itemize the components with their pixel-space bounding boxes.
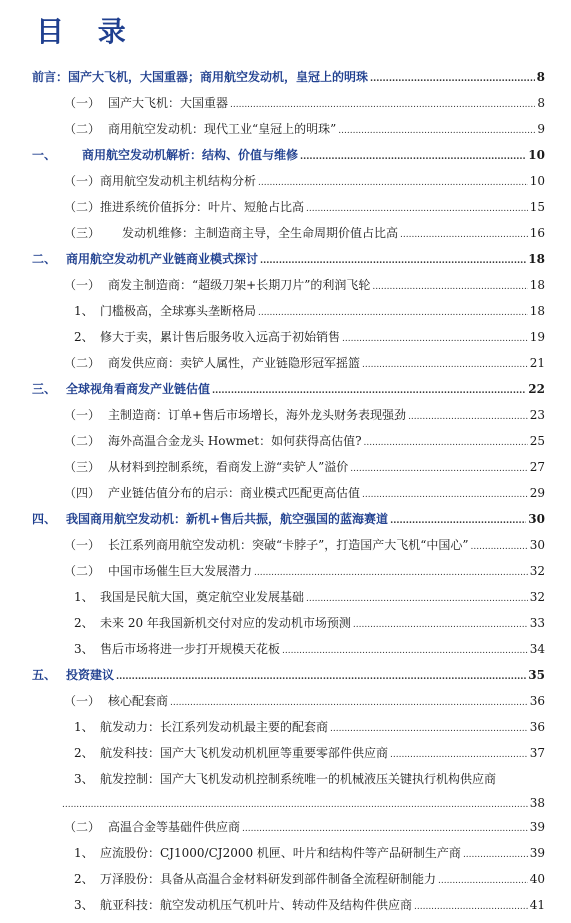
toc-page-number: 34	[529, 642, 545, 656]
toc-entry-title: 从材料到控制系统，看商发上游“卖铲人”溢价	[108, 460, 349, 474]
toc-leader-dots	[258, 170, 528, 196]
toc-page-number: 27	[529, 460, 545, 474]
toc-page-number: 37	[529, 746, 545, 760]
toc-leader-dots	[390, 508, 526, 534]
toc-entry-title: 航发科技：国产大飞机发动机机匣等重要零部件供应商	[100, 746, 389, 760]
toc-chapter[interactable]	[0, 376, 571, 402]
toc-entry-number: （二）	[64, 356, 101, 370]
toc-entry-title: 我国是民航大国，奠定航空业发展基础	[100, 590, 305, 604]
toc-entry[interactable]	[0, 454, 571, 480]
toc-entry-number: 四、	[32, 512, 57, 526]
toc-entry-number: 1、	[74, 590, 94, 604]
toc-entry[interactable]	[0, 714, 571, 740]
toc-page-number: 40	[529, 872, 545, 886]
toc-entry-title: 核心配套商	[108, 694, 169, 708]
page-title: 目 录	[36, 15, 138, 48]
toc-leader-dots	[330, 716, 528, 742]
toc-entry-title: 航发控制：国产大飞机发动机控制系统唯一的机械液压关键执行机构供应商	[100, 772, 497, 786]
toc-entry[interactable]	[0, 866, 571, 892]
toc-entry-title: 前言：国产大飞机，大国重器；商用航空发动机，皇冠上的明珠	[32, 70, 369, 84]
toc-entry-number: 2、	[74, 872, 94, 886]
toc-leader-dots	[62, 794, 528, 816]
toc-page-number: 30	[529, 538, 545, 552]
toc-entry-number: 2、	[74, 616, 94, 630]
toc-page-number: 19	[529, 330, 545, 344]
toc-leader-dots	[242, 816, 528, 842]
toc-entry-number: 1、	[74, 846, 94, 860]
toc-entry-title: 商发主制造商：“超级刀架+长期刀片”的利润飞轮	[108, 278, 371, 292]
toc-page-number: 9	[537, 122, 545, 136]
toc-leader-dots	[230, 92, 535, 118]
toc-page-number: 38	[529, 796, 545, 810]
toc-chapter[interactable]	[0, 142, 571, 168]
toc-entry-number: （二）	[64, 200, 101, 214]
toc-entry[interactable]	[0, 840, 571, 866]
toc-entry-title: 商用航空发动机产业链商业模式探讨	[66, 252, 259, 266]
toc-entry-title: 长江系列商用航空发动机：突破“卡脖子”，打造国产大飞机“中国心”	[108, 538, 469, 552]
toc-leader-dots	[471, 534, 528, 560]
toc-page-number: 10	[529, 174, 545, 188]
toc-page-number: 41	[529, 898, 545, 912]
toc-chapter[interactable]	[0, 662, 571, 688]
toc-leader-dots	[400, 222, 528, 248]
toc-page-number: 8	[537, 96, 545, 110]
toc-leader-dots	[364, 430, 528, 456]
toc-entry-title: 应流股份：CJ1000/CJ2000 机匣、叶片和结构件等产品研制生产商	[100, 846, 461, 860]
toc-leader-dots	[260, 248, 526, 274]
toc-entry-number: 1、	[74, 304, 94, 318]
toc-page-number: 18	[529, 278, 545, 292]
toc-entry-title: 航发动力：长江系列发动机最主要的配套商	[100, 720, 329, 734]
toc-entry[interactable]	[0, 116, 571, 142]
toc-chapter[interactable]	[0, 506, 571, 532]
toc-entry-title: 万泽股份：具备从高温合金材料研发到部件制备全流程研制能力	[100, 872, 437, 886]
toc-entry-title: 商用航空发动机主机结构分析	[100, 174, 257, 188]
toc-leader-dots	[438, 868, 528, 894]
toc-page-number: 18	[528, 252, 545, 266]
toc-entry-number: （二）	[64, 820, 101, 834]
toc-entry[interactable]	[0, 688, 571, 714]
toc-entry-number: 一、	[32, 148, 57, 162]
toc-page-number: 36	[529, 694, 545, 708]
toc-page-number: 32	[529, 590, 545, 604]
toc-leader-dots	[254, 560, 528, 586]
toc-entry-title: 我国商用航空发动机：新机+售后共振，航空强国的蓝海赛道	[66, 512, 389, 526]
toc-entry-title: 国产大飞机：大国重器	[108, 96, 229, 110]
toc-leader-dots	[362, 352, 528, 378]
toc-entry[interactable]	[0, 892, 571, 918]
toc-leader-dots	[306, 196, 528, 222]
toc-page-number: 18	[529, 304, 545, 318]
toc-leader-dots	[338, 118, 535, 144]
toc-entry-number: 3、	[74, 772, 94, 786]
toc-entry-title: 修大于卖，累计售后服务收入远高于初始销售	[100, 330, 341, 344]
toc-leader-dots	[342, 326, 528, 352]
toc-entry[interactable]	[0, 194, 571, 220]
toc-leader-dots	[116, 664, 526, 690]
toc-page-number: 21	[529, 356, 545, 370]
toc-leader-dots	[170, 690, 528, 716]
toc-entry-number: 三、	[32, 382, 57, 396]
toc-entry[interactable]	[0, 558, 571, 584]
toc-entry-number: （一）	[64, 408, 101, 422]
toc-entry-number: （一）	[64, 278, 101, 292]
toc-page-number: 10	[528, 148, 545, 162]
toc-page-number: 39	[529, 820, 545, 834]
toc-page-number: 15	[529, 200, 545, 214]
toc-chapter[interactable]	[0, 246, 571, 272]
toc-entry[interactable]	[0, 584, 571, 610]
toc-entry-title: 投资建议	[66, 668, 115, 682]
toc-entry-title: 中国市场催生巨大发展潜力	[108, 564, 253, 578]
toc-entry-title: 推进系统价值拆分：叶片、短舱占比高	[100, 200, 305, 214]
toc-leader-dots	[390, 742, 528, 768]
toc-entry-title: 产业链估值分布的启示：商业模式匹配更高估值	[108, 486, 361, 500]
toc-entry-number: （三）	[64, 460, 101, 474]
toc-entry[interactable]	[0, 636, 571, 662]
toc-entry-number: （一）	[64, 96, 101, 110]
toc-entry[interactable]	[0, 428, 571, 454]
toc-entry[interactable]	[0, 402, 571, 428]
toc-page-number: 23	[529, 408, 545, 422]
toc-page-number: 30	[528, 512, 545, 526]
toc-entry-number: （二）	[64, 434, 101, 448]
toc-page-number: 16	[529, 226, 545, 240]
toc-entry-number: 1、	[74, 720, 94, 734]
toc-entry-number: 3、	[74, 642, 94, 656]
toc-entry[interactable]	[0, 532, 571, 558]
toc-leader-dots	[370, 66, 535, 92]
toc-entry-title: 未来 20 年我国新机交付对应的发动机市场预测	[100, 616, 351, 630]
toc-leader-dots	[463, 842, 528, 868]
toc-leader-dots	[372, 274, 527, 300]
toc-leader-dots	[306, 586, 528, 612]
toc-entry[interactable]	[0, 220, 571, 246]
toc-entry-title: 海外高温合金龙头 Howmet：如何获得高估值?	[108, 434, 362, 448]
toc-entry-number: （一）	[64, 538, 101, 552]
toc-entry[interactable]	[0, 298, 571, 324]
toc-page-number: 8	[536, 70, 545, 84]
toc-entry[interactable]	[0, 814, 571, 840]
toc-entry-title: 高温合金等基础件供应商	[108, 820, 241, 834]
toc-page-number: 25	[529, 434, 545, 448]
toc-entry-number: 2、	[74, 330, 94, 344]
toc-entry[interactable]	[0, 480, 571, 506]
toc-entry[interactable]	[0, 272, 571, 298]
toc-entry[interactable]	[0, 168, 571, 194]
toc-page-number: 39	[529, 846, 545, 860]
toc-entry-title: 售后市场将进一步打开规模天花板	[100, 642, 281, 656]
toc-entry[interactable]	[0, 766, 571, 792]
toc-page-number: 33	[529, 616, 545, 630]
toc-page-number: 35	[528, 668, 545, 682]
toc-entry-number: 2、	[74, 746, 94, 760]
toc-leader-dots	[414, 894, 528, 920]
toc-entry-title: 发动机维修：主制造商主导，全生命周期价值占比高	[122, 226, 399, 240]
toc-page-number: 36	[529, 720, 545, 734]
toc-entry[interactable]	[0, 350, 571, 376]
toc-entry-title: 商用航空发动机：现代工业“皇冠上的明珠”	[108, 122, 337, 136]
toc-entry-number: （一）	[64, 694, 101, 708]
toc-entry-title: 航亚科技：航空发动机压气机叶片、转动件及结构件供应商	[100, 898, 413, 912]
toc-entry-number: 3、	[74, 898, 94, 912]
toc-entry-number: （四）	[64, 486, 101, 500]
toc-leader-dots	[300, 144, 526, 170]
toc-page-number: 22	[528, 382, 545, 396]
toc-entry-preface[interactable]	[0, 64, 571, 90]
toc-leader-dots	[212, 378, 526, 404]
toc-entry-number: 五、	[32, 668, 57, 682]
toc-entry[interactable]	[0, 740, 571, 766]
toc-entry[interactable]	[0, 324, 571, 350]
toc-entry-number: （一）	[64, 174, 101, 188]
toc-entry-number: （二）	[64, 122, 101, 136]
toc-page-number: 29	[529, 486, 545, 500]
toc-entry-title: 全球视角看商发产业链估值	[66, 382, 211, 396]
toc-entry-continuation[interactable]	[0, 792, 571, 814]
toc-leader-dots	[408, 404, 528, 430]
toc-leader-dots	[350, 456, 527, 482]
toc-leader-dots	[362, 482, 528, 508]
toc-leader-dots	[353, 612, 528, 638]
toc-entry-number: 二、	[32, 252, 57, 266]
toc-entry[interactable]	[0, 610, 571, 636]
toc-entry-number: （二）	[64, 564, 101, 578]
toc-entry-title: 商发供应商：卖铲人属性，产业链隐形冠军摇篮	[108, 356, 361, 370]
toc-leader-dots	[258, 300, 528, 326]
toc-entry-title: 门槛极高，全球寡头垄断格局	[100, 304, 257, 318]
table-of-contents	[0, 64, 571, 918]
toc-page-number: 32	[529, 564, 545, 578]
toc-leader-dots	[282, 638, 528, 664]
toc-entry[interactable]	[0, 90, 571, 116]
toc-entry-title: 商用航空发动机解析：结构、价值与维修	[82, 148, 299, 162]
toc-entry-number: （三）	[64, 226, 101, 240]
toc-entry-title: 主制造商：订单+售后市场增长，海外龙头财务表现强劲	[108, 408, 407, 422]
